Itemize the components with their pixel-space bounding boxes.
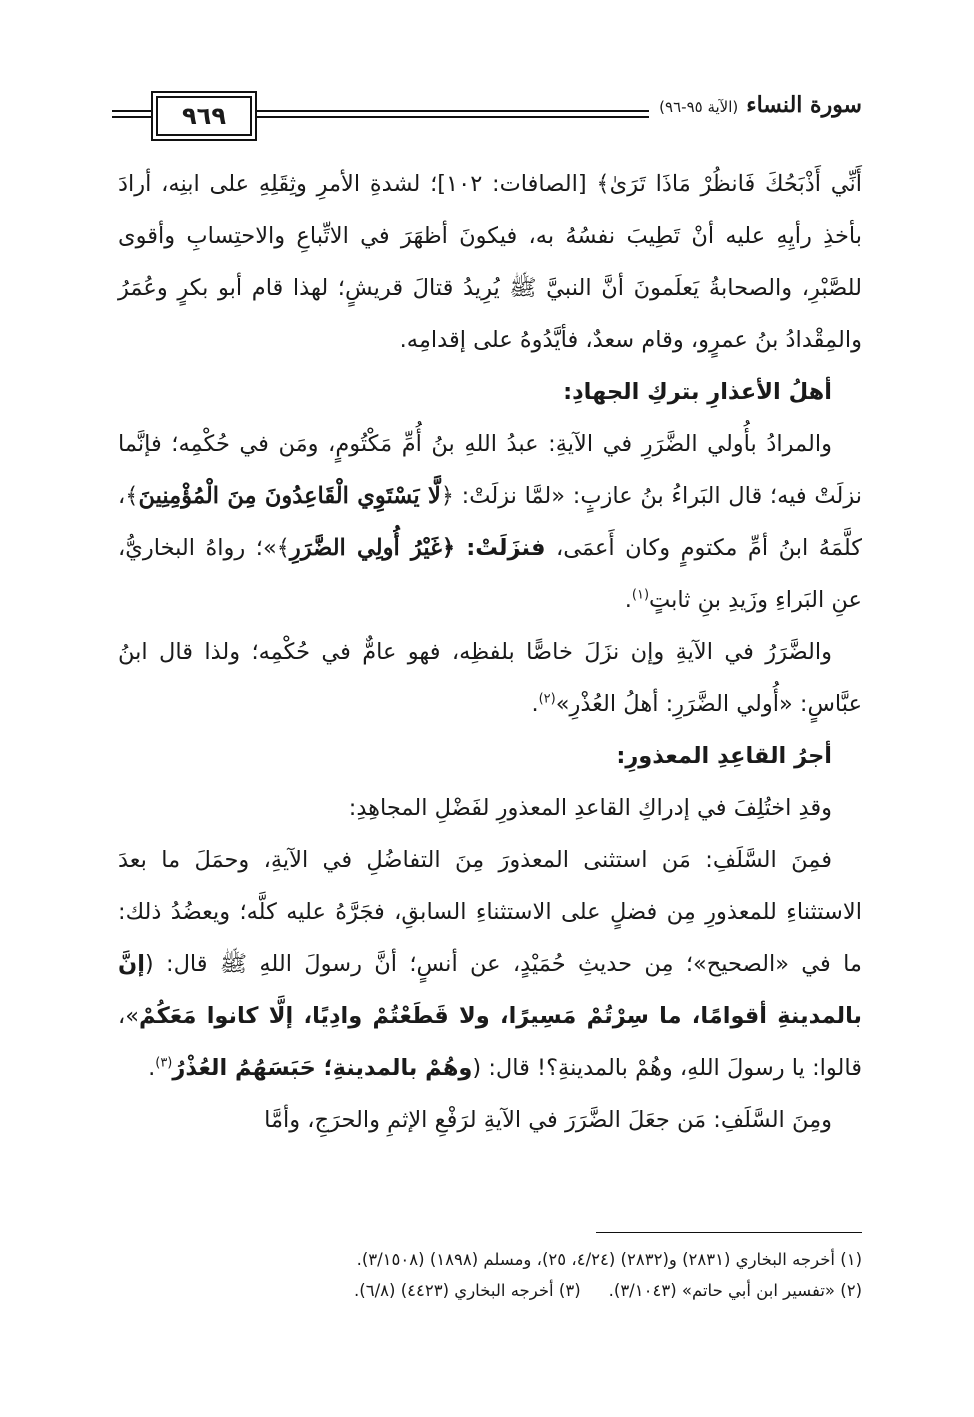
section-heading: أجرُ القاعِدِ المعذورِ: — [616, 743, 832, 769]
quran-quote: غَيْرُ أُولِي الضَّرَرِ — [289, 535, 442, 561]
paragraph: ومِنَ السَّلَفِ: مَن جعَلَ الضَّرَرَ في الآيةِ لرَفْعِ الإثمِ والحرَجِ، وأمَّا — [264, 1107, 832, 1133]
quran-quote: لَّا يَسْتَوِي الْقَاعِدُونَ مِنَ الْمُؤْمِنِينَ — [138, 483, 441, 509]
section-heading: أهلُ الأعذارِ بتركِ الجهادِ: — [563, 379, 832, 405]
running-header — [112, 92, 862, 136]
surah-title — [649, 92, 862, 118]
paragraph — [118, 418, 862, 626]
paragraph — [118, 626, 862, 730]
paragraph-text: ﴾»؛ رواهُ البخاريُّ، عنِ البَراءِ وزَيدِ بنِ ثابتٍ — [118, 535, 862, 613]
paragraph-text: والضَّرَرُ في الآيةِ وإن نزَلَ خاصًّا بلفظِه، فهو عامٌّ في حُكْمِه؛ ولذا قال ابنُ عبَّاسٍ: «أُولي الضَّرَرِ: أهلُ العُذْرِ» — [118, 639, 862, 717]
paragraph-text: فمِنَ السَّلَفِ: مَن استثنى المعذورَ مِنَ التفاضُلِ في الآيةِ، وحمَلَ ما بعدَ الاستثناءِ للمعذورِ مِن فضلٍ على الاستثناءِ السابقِ، فجَرَّهُ عليه كلَّه؛ ويعضُدُ ذلك: ما في «الصحيح»؛ مِن حديثِ حُمَيْدٍ، عن أنسٍ؛ أنَّ رسولَ اللهِ ﷺ قال: ( — [118, 847, 862, 977]
footnote-text: (٣) أخرجه البخاري (٤٤٢٣) (٦/٨). — [354, 1281, 581, 1300]
paragraph-text: »، قالوا: يا رسولَ اللهِ، وهُمْ بالمدينةِ؟! قال: ( — [118, 1003, 862, 1081]
paragraph — [118, 158, 862, 366]
hadith-quote: وهُمْ بالمدينةِ؛ حَبَسَهُمُ العُذْرُ — [172, 1055, 473, 1081]
paragraph-text: فنزَلَتْ: ﴿ — [441, 535, 546, 561]
footnote-text: (٢) «تفسير ابن أبي حاتم» (٣/١٠٤٣). — [608, 1281, 862, 1300]
paragraph: وقدِ اختُلِفَ في إدراكِ القاعدِ المعذورِ لفَضْلِ المجاهِدِ: — [348, 795, 832, 821]
ayah-range: (الآية ٩٥-٩٦) — [659, 98, 739, 116]
paragraph — [118, 834, 862, 1094]
surah-name: سورة النساء — [746, 92, 862, 118]
footnote-ref: (٣) — [155, 1055, 173, 1071]
hadith-quote: إنَّ بالمدينةِ أقوامًا، ما سِرْتُمْ مَسِيرًا، ولا قَطَعْتُمْ وادِيًا، إلَّا كانوا مَعَكُمْ — [118, 951, 862, 1029]
paragraph-text: والمرادُ بأُولي الضَّرَرِ في الآيةِ: عبدُ اللهِ بنُ أُمِّ مَكْتُومٍ، ومَن في حُكْمِه؛ فإنَّما نزلَتْ فيه؛ قال البَراءُ بنُ عازبٍ: «لمَّا نزلَتْ: ﴿ — [118, 431, 862, 509]
paragraph-text: . — [531, 691, 539, 717]
footnotes — [118, 1244, 862, 1306]
quran-quote: أَنِّي أَذْبَحُكَ فَانظُرْ مَاذَا تَرَىٰ — [609, 171, 862, 197]
paragraph-text: . — [624, 587, 632, 613]
paragraph-text: . — [148, 1055, 156, 1081]
footnote — [118, 1275, 862, 1306]
page-number: ٩٦٩ — [156, 96, 252, 136]
paragraph-text: ﴾، كلَّمَهُ ابنُ أمِّ مكتومٍ وكان أَعمَى، — [118, 483, 862, 561]
footnote-ref: (٢) — [538, 691, 556, 707]
footnote-ref: (١) — [631, 587, 650, 603]
main-text — [118, 158, 862, 1146]
paragraph-text: ﴾ [الصافات: ١٠٢]؛ لشدةِ الأمرِ وثِقَلِهِ على ابنِه، أرادَ بأخذِ رأيِهِ عليه أنْ تَطِيبَ نفسُهُ به، فيكونَ أظهَرَ في الاتِّباعِ والاحتِسابِ وأقوى للصَّبْرِ، والصحابةُ يَعلَمونَ أنَّ النبيَّ ﷺ يُرِيدُ قتالَ قريشٍ؛ لهذا قام أبو بكرٍ وعُمَرُ والمِقْدادُ بنُ عمرٍو، وقام سعدٌ، فأيَّدُوهُ على إقدامِه. — [118, 171, 862, 353]
footnote — [118, 1244, 862, 1275]
footnote-text: (١) أخرجه البخاري (٢٨٣١) و(٢٨٣٢) (٤/٢٤، ٢٥)، ومسلم (١٨٩٨) (٣/١٥٠٨). — [356, 1250, 862, 1269]
footnote-separator — [596, 1232, 862, 1233]
